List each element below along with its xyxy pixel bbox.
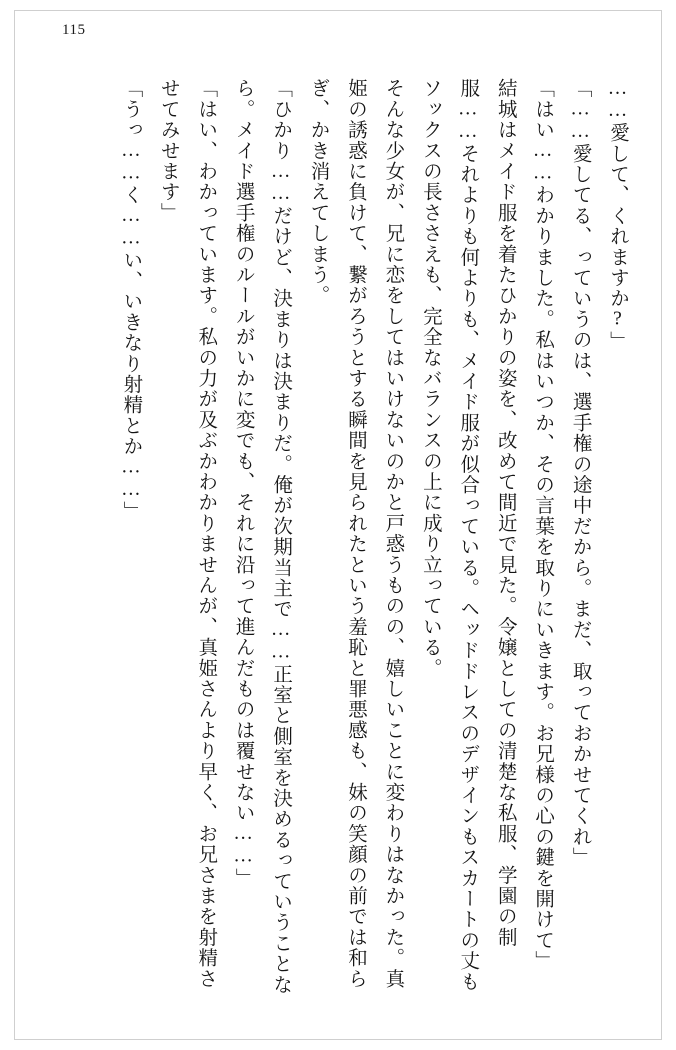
- paragraph: 「うっ……く……い、いきなり射精とか……」: [120, 78, 142, 522]
- paragraph: ……愛して、くれますか?」: [607, 78, 628, 352]
- paragraph: 「ひかり……だけど、決まりは決まりだ。俺が次期当主で……正室と側室を決めるっていうことなら。メイド選手権のルールがいかに変でも、それに沿って進んだものは覆せない……」: [232, 78, 292, 995]
- paragraph: 「はい、わかっています。私の力が及ぶかわかりませんが、真姫さんより早く、お兄さまを射精させてみせます」: [157, 78, 217, 989]
- vertical-text-body: [38, 78, 636, 1008]
- paragraph: そんな少女が、兄に恋をしてはいけないのかと戸惑うものの、嬉しいことに変わりはなかった。真姫の誘惑に負けて、繋がろうとする瞬間を見られたという羞恥と罪悪感も、妹の笑顔の前では和らぎ、かき消えてしまう。: [307, 78, 404, 989]
- paragraph: 「はい……わかりました。私はいつか、その言葉を取りにいきます。お兄様の心の鍵を開けて」: [532, 78, 554, 972]
- paragraph: 結城はメイド服を着たひかりの姿を、改めて間近で見た。令嬢としての清楚な私服、学園の制服……それよりも何よりも、メイド服が似合っている。ヘッドドレスのデザインもスカートの丈もソックスの長ささえも、完全なバランスの上に成り立っている。: [419, 78, 516, 992]
- page-number: 115: [62, 22, 86, 38]
- paragraph: 「……愛してる、っていうのは、選手権の途中だから。まだ、取っておかせてくれ」: [569, 78, 591, 868]
